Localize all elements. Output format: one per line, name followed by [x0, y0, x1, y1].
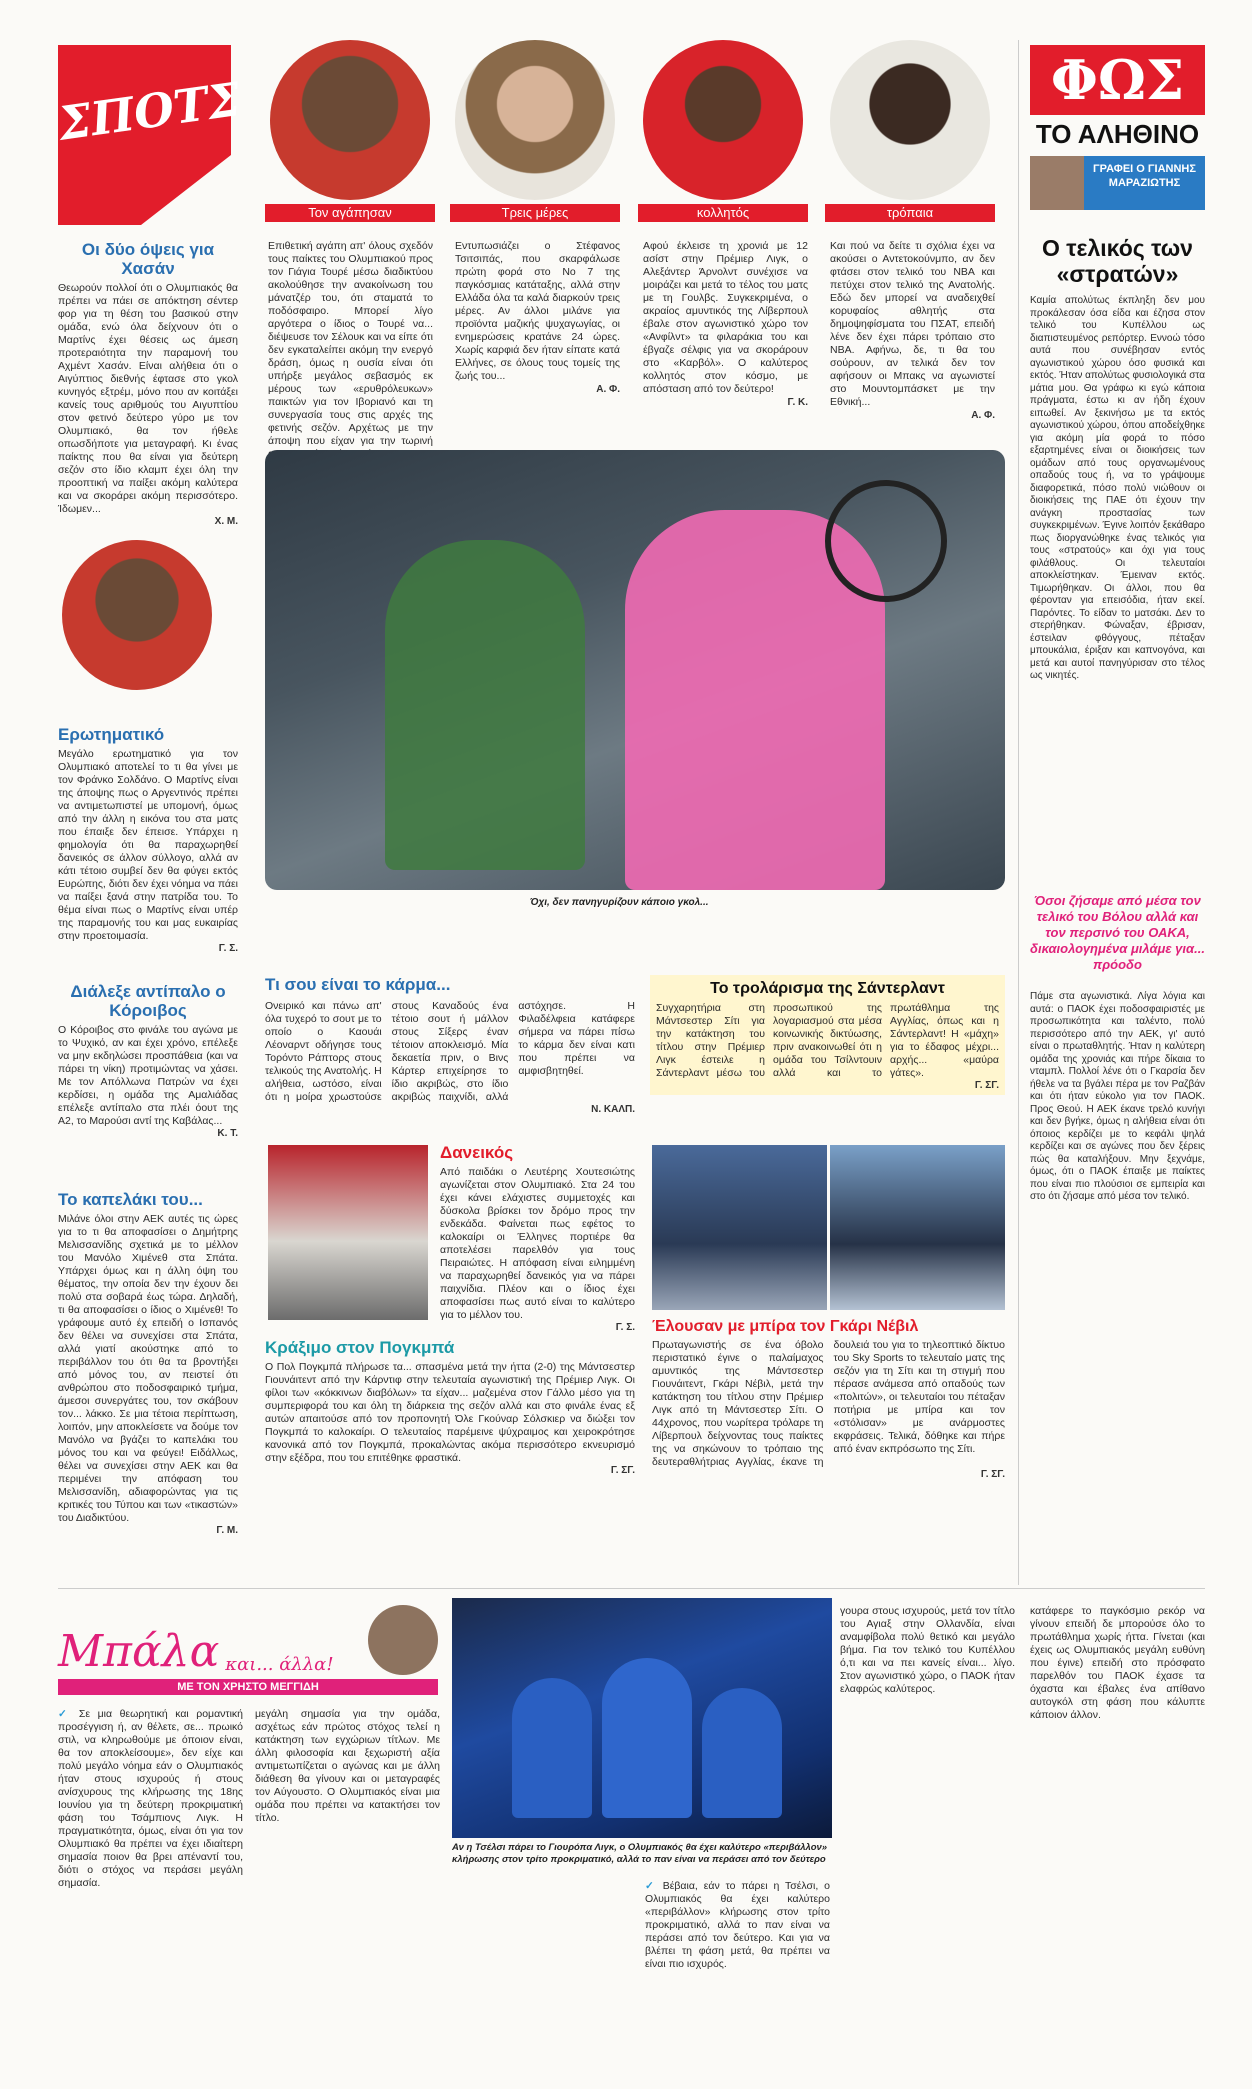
portrait-hassan	[62, 540, 212, 690]
article-daneikos	[440, 1143, 635, 1333]
portrait-card-2	[450, 40, 620, 222]
bottom-col-5: κατάφερε το παγκόσμιο ρεκόρ να γίνουν επειδή δε μπορούσε όλο το πρωτάθλημα χωρίς ήττα. Γίνεται (και έχεις ως Ολυμπιακός μεγάλη ευθύνη που έγινε) επειδή στο πρόσφατο παρελθόν του ΠΑΟΚ έχασε τα όχαστα και έβαλες ένα απίθανο αυτογκόλ στη φάση που κάλυπτε κάποιον άλλον.	[1030, 1605, 1205, 1721]
portrait-card-4	[825, 40, 995, 222]
article-title: Το τρολάρισμα της Σάντερλαντ	[710, 980, 945, 997]
article-signature: Α. Φ.	[596, 384, 620, 395]
article-portrait-1	[268, 240, 433, 474]
article-body: Μεγάλο ερωτηματικό για τον Ολυμπιακό αποτελεί το τι θα γίνει με τον Φράνκο Σολδάνο. Ο Μαρτίνς είναι της άποψης πως ο Αργεντινός πρέπει να αντιμετωπιστεί με υπομονή, όμως από την άλλη η εικόνα του στα ματς που έπαιξε δεν έπεισε. Υπάρχει η φημολογία ότι θα παραχωρηθεί δανεικός σε άλλον σύλλογο, αλλά αν κάτι τέτοιο συμβεί δεν θα φύγει εκτός Ευρώπης, διότι δεν έχει νόημα να πάει να παίξει ξανά στην πατρίδα του. Το θέμα είναι πως ο Μαρτίνς είναι υπέρ της παραμονής του και μας ευκαιρίας στην προετοιμασία.	[58, 748, 238, 942]
photo-caption: Όχι, δεν πανηγυρίζουν κάποιο γκολ...	[530, 897, 709, 908]
article-signature: Γ. Μ.	[216, 1525, 238, 1536]
article-body: Πρωταγωνιστής σε ένα όβολο περιστατικό έγινε ο παλαίμαχος αμυντικός της Μάντσεστερ Γιουνάιτεντ, Γκάρι Νέβιλ, μετά την κατάκτηση του τίτλου στην Πρέμιερ Λιγκ από τη Μάντσεστερ Σίτι. Ο 44χρονος, που νωρίτερα τρόλαρε τη Λίβερπουλ δείχνοντας τους παίκτες της να σηκώνουν το τρόπαιο της δευτεραθλήτριας Αγγλίας, έκανε τη δουλειά του για το τηλεοπτικό δίκτυο του Sky Sports το τελευταίο ματς της σεζόν για τη Σίτι και τη στιγμή που πέρασε ανάμεσα από οπαδούς των «πολιτών», οι τελευταίοι του πέταξαν ποτήρια με μπίρα και τον «στόλισαν» με ανάρμοστες εκφράσεις. Τελικά, δόθηκε και πήρε από έναν εκπρόσωπο της Σίτι.	[652, 1339, 1005, 1468]
article-body: Αφού έκλεισε τη χρονιά με 12 ασίστ στην Πρέμιερ Λιγκ, ο Αλεξάντερ Άρνολντ συνέχισε να μοιράζει και μετά το τέλος του ματς με τη Γουλβς. Συγκεκριμένα, ο ακραίος αμυντικός της Λίβερπουλ έβαλε στον αγωνιστικό χώρο τον «Ανφίλντ» τα φιλαράκια του και έβγαζε σέλφις για να σκοράρουν στο «Καρβόλ». Ο καλύτερος κολλητός στον κόσμο, με απόσταση από τον δεύτερο!	[643, 240, 808, 395]
article-pogkmpa	[265, 1338, 635, 1476]
bottom-byline: ΜΕ ΤΟΝ ΧΡΗΣΤΟ ΜΕΓΓΙΔΗ	[58, 1679, 438, 1695]
article-body: Επιθετική αγάπη απ' όλους σχεδόν τους παίκτες του Ολυμπιακού προς τον Γιάγια Τουρέ μέσω διαδικτύου ακολούθησε την ανακοίνωση του μάνατζέρ του, ότι σταματά το ποδόσφαιρο. Μπορεί λίγο αργότερα ο ίδιος ο Τουρέ να... διέψευσε τον Σέλουκ και να είπε ότι δεν εγκαταλείπει ακόμη την ενεργό δράση, όμως η ουσία είναι ότι υπήρξε μεγάλος σεβασμός εκ μέρους των «ερυθρόλευκων» παικτών για τον Ιβοριανό και τη συνεργασία τους στις αρχές της φετινής σεζόν. Αρχέτως με την άποψη που είχαν για την τωρινή	[268, 240, 433, 447]
article-koroivos	[58, 982, 238, 1139]
section-logo	[55, 45, 244, 225]
portrait-label: τρόπαια	[825, 204, 995, 222]
portrait-antetokounmpo	[830, 40, 990, 200]
article-signature: Γ. ΣΓ.	[610, 1465, 635, 1476]
bottom-title-sub: και... άλλα!	[225, 1654, 334, 1675]
nevil-photo-left	[652, 1145, 827, 1310]
article-title: Έλουσαν με μπίρα τον Γκάρι Νέβιλ	[652, 1318, 919, 1335]
article-portrait-4	[830, 240, 995, 422]
article-body: Καμία απολύτως έκπληξη δεν μου προκάλεσαν όσα είδα και έζησα στον τελικό του Κυπέλλου ως διαπιστευμένος ρεπόρτερ. Εννοώ τόσο αυτά που συνέβησαν εντός αγωνιστικού χώρου όσο φυσικά και εκτός. Ήταν απολύτως φυσιολογικά στα μάτια μου. Θα γράφω κι εγώ κάποια πράγματα, έστω κι αν ήδη έχουν ειπωθεί. Αν ξεκινήσω με τα εκτός αγωνιστικού χώρου, όπου αποδείχθηκε για ακόμη μία φορά το πόσο εξαρτημένες είναι οι διοικήσεις των ομάδων από τους οργανωμένους οπαδούς τους ή, να το γράψουμε διαφορετικά, πόσο πολύ νιώθουν οι διοικήσεις της ΠΑΕ ότι έχουν την ανάγκη προστασίας των συγκεκριμένων. Έγινε λοιπόν ξεκάθαρο πως διοργανώθηκε ένας τελικός για τους «στρατούς» και όχι για τους φιλάθλους. Οι τελευταίοι αποκλείστηκαν. Έμειναν εκτός. Τιμωρήθηκαν. Οι άλλοι, που θα φέρονταν για επεισόδια, ήταν εκεί. Παρόντες. Το είδαν το ματσάκι. Δεν το στερήθηκαν. Φώναξαν, έβρισαν, έστειλαν φθόγγους, πέταξαν μπουκάλια, έριξαν και καπνογόνα, και μετά και αυτοί πανηγύρισαν στο τέλος ως νικητές.	[1030, 295, 1205, 681]
portrait-label: Τον αγάπησαν	[265, 204, 435, 222]
bottom-col-4: γουρα στους ισχυρούς, μετά τον τίτλο του Αγιαξ στην Ολλανδία, είναι αναμφίβολα πολύ θετικό και μεγάλο βήμα. Για τον τελικό του Κυπέλλου ό,τι και να πει κανείς είναι... λίγο. Στον αγωνιστικό χώρο, ο ΠΑΟΚ ήταν ελαφρώς καλύτερος.	[840, 1605, 1015, 1695]
article-signature: Α. Φ.	[971, 410, 995, 421]
portrait-arnold	[643, 40, 803, 200]
player-figure-left	[385, 540, 585, 870]
article-portrait-2	[455, 240, 620, 396]
article-title: Το καπελάκι του...	[58, 1190, 203, 1209]
portrait-card-3	[638, 40, 808, 222]
pull-quote: Όσοι ζήσαμε από μέσα τον τελικό του Βόλου αλλά και τον περσινό του ΟΑΚΑ, δικαιολογημένα μιλάμε για... πρόοδο	[1030, 893, 1205, 972]
portrait-card-1	[265, 40, 435, 222]
article-body: Ονειρικό και πάνω απ' όλα τυχερό το σουτ με το οποίο ο Καουάι Λέοναρντ οδήγησε τους Τορόντο Ράπτορς στους τελικούς της Ανατολής. Η αλήθεια, ωστόσο, είναι ότι η μοίρα χρωστούσε στους Καναδούς ένα τέτοιο σουτ ή μάλλον στους Σίξερς έναν τέτοιον αποκλεισμό. Μία δεκαετία πριν, ο Βινς Κάρτερ επιχείρησε το ίδιο ακριβώς, στο ίδιο ακριβώς παιχνίδι, αλλά αστόχησε. Η Φιλαδέλφεια κατάφερε σήμερα να πάρει πίσω το κάρμα δεν είναι κατι που πρέπει να αμφισβητηθεί.	[265, 1000, 635, 1103]
racket-icon	[825, 480, 947, 602]
check-icon: ✓	[645, 1880, 663, 1892]
photo-caption: Αν η Τσέλσι πάρει το Γιουρόπα Λιγκ, ο Ολυμπιακός θα έχει καλύτερο «περιβάλλον» κλήρωσης στον τρίτο προκριματικό, αλλά το παν είναι να περάσει από τον δεύτερο	[452, 1842, 828, 1865]
article-columnist	[1030, 235, 1205, 1581]
article-hassan	[58, 240, 238, 527]
section-title: ΣΠΟΤΣ	[55, 71, 244, 151]
nevil-photo-right	[830, 1145, 1005, 1310]
column-header	[1030, 45, 1205, 210]
article-title: Κράξιμο στον Πογκμπά	[265, 1338, 455, 1357]
columnist-byline: ΓΡΑΦΕΙ Ο ΓΙΑΝΝΗΣ ΜΑΡΑΖΙΩΤΗΣ	[1084, 156, 1205, 210]
bottom-title-main: Μπάλα	[58, 1626, 220, 1677]
article-signature: Γ. ΣΓ.	[974, 1080, 999, 1091]
check-icon: ✓	[58, 1708, 79, 1720]
bottom-columnist-avatar	[368, 1605, 438, 1675]
article-kapelaki	[58, 1190, 238, 1536]
article-title: Ο τελικός των «στρατών»	[1042, 235, 1193, 287]
bottom-header	[58, 1605, 438, 1695]
article-title: Διάλεξε αντίπαλο ο Κόροιβος	[70, 982, 226, 1020]
bottom-col-2: μεγάλη σημασία για την ομάδα, ασχέτως εάν πρώτος στόχος τελεί η κατάκτηση των εγχώριων τίτλων. Με άλλη φιλοσοφία και ξεχωριστή αξία αντιμετωπίζεται ο αγώνας και με άλλη διάθεση θα γίνουν και οι μεταγραφές τον Αύγουστο. Ο Ολυμπιακός είναι μια ομάδα που πρέπει να κατακτήσει τον τίτλο.	[255, 1708, 440, 1824]
article-trolarisma	[650, 975, 1005, 1095]
bottom-col-1: ✓ Σε μια θεωρητική και ρομαντική προσέγγιση ή, αν θέλετε, σε... πρωικό στιλ, να κληρωθούμε με όποιον είναι, θα τον αποκλείσουμε», δεν είχε και πολύ μεγάλο νόημα εάν ο Ολυμπιακός ήταν στους ισχυρούς ή στους ανίσχυρους της κλήρωσης της 18ης Ιουνίου για τη δεύτερη προκριματική φάση του Τσάμπιονς Λιγκ. Η πραγματικότητα, όμως, είναι ότι για τον Ολυμπιακό θα πρέπει να έχει ιδιαίτερη σημασία ποιον θα βρει απέναντί του, διότι ο στόχος να περάσει μεγάλη σημασία.	[58, 1708, 243, 1889]
article-title: Δανεικός	[440, 1143, 514, 1162]
article-signature: Κ. Τ.	[217, 1128, 238, 1139]
article-signature: Γ. Σ.	[218, 943, 238, 954]
portrait-label: Τρεις μέρες	[450, 204, 620, 222]
article-body: Συγχαρητήρια στη Μάντσεστερ Σίτι για την κατάκτηση του τίτλου στην Πρέμιερ Λιγκ έστειλε η Σάντερλαντ μέσω του προσωπικού της λογαριασμού στα μέσα κοινωνικής δικτύωσης, πριν ανακοινωθεί ότι η ομάδα του Τσίλντουιν αλλά και το πρωτάθλημα της Αγγλίας, όπως και η Σάντερλαντ! Η «μάχη» για το έδαφος μέχρι... αρχής... «μαύρα γάτες».	[656, 1002, 999, 1079]
article-signature: Γ. Σ.	[615, 1322, 635, 1333]
portrait-toure	[270, 40, 430, 200]
columnist-avatar	[1030, 156, 1084, 210]
article-body: Ο Κόροιβος στο φινάλε του αγώνα με το Ψυχικό, αν και έχει χρόνο, επέλεξε να μην εκδηλώσει προσπάθεια (και να πάρει τη νίκη) προτιμώντας να χάσει. Με τον Απόλλωνα Πατρών να έχει κερδίσει, η ομάδα της Αμαλιάδας επέλεξε αντίπαλο στα πλέι όουτ της Α2, το Μαρούσι αντί της Καβάλας...	[58, 1024, 238, 1127]
article-title: Ερωτηματικό	[58, 725, 165, 744]
article-karma	[265, 975, 635, 1115]
article-title: Τι σου είναι το κάρμα...	[265, 975, 451, 994]
article-body: Ο Πολ Πογκμπά πλήρωσε τα... σπασμένα μετά την ήττα (2-0) της Μάντσεστερ Γιουνάιτεντ από την Κάρντιφ στην τελευταία αγωνιστική της Πρέμιερ Λιγκ. Οι φίλοι των «κόκκινων διαβόλων» τα είχαν... μαζεμένα στον Γάλλο μέσο για τη συμπεριφορά του και όλη τη διάρκεια της σεζόν αλλά και στο φινάλε ένας εξ αυτών απαιτούσε από τον προπονητή Όλε Γκούναρ Σόλσκιερ να διώξει τον Πογκμπά το καλοκαίρι. Ο τελευταίος παρέμεινε ψύχραιμος και χειροκρότησε κανονικά από τον Πογκμπά, προκαλώντας ακόμα περισσότερο εκνευρισμό στην εξέδρα, που του επιτέθηκε φραστικά.	[265, 1361, 635, 1464]
article-title: Οι δύο όψεις για Χασάν	[81, 240, 215, 278]
article-body: Και πού να δείτε τι σχόλια έχει να ακούσει ο Αντετοκούνμπο, αν δεν φτάσει στον τελικό του NBA και πετύχει στον τελικό της Ανατολής. Εδώ δεν μπορεί να αναδειχθεί κορυφαίος αθλητής στα δημοψηφίσματα του ΠΣΑΤ, επειδή λένε δεν έχει πάρει τρόπαιο στο NBA. Αφήνω, δε, τι θα του σούρουν, αν τελικά δεν τον αφήσουν οι Μπακς να αγωνιστεί στο Μουντομπάσκετ με την Εθνική...	[830, 240, 995, 408]
article-body: Μιλάνε όλοι στην ΑΕΚ αυτές τις ώρες για το τι θα αποφασίσει ο Δημήτρης Μελισσανίδης σχετικά με το μέλλον του Μανόλο Χιμένεθ στα Σπάτα. Υπάρχει όμως και η άλλη όψη του θέματος, την οποία δεν την έχουν δει πολύ στα σοβαρά έως τώρα. Δηλαδή, τι θα αποφασίσει ο ίδιος ο Χιμένεθ! Το γράφουμε αυτό έχ επειδή ο Ισπανός δεν θέλει να συνεχίσει στα Σπάτα, αλλά γιατί ακούστηκε από το περιβάλλον του ότι θα τα βροντήξει από μόνος του, αν πειστεί ότι ανθρώπου στο ποδοσφαιρικό τμήμα, άμεσοι συνεργάτες του, τον σκάβουν τον... λάκκο. Σε μια τέτοια περίπτωση, λοιπόν, μην αποκλείσετε να δούμε τον Μανόλο να βγάζει το καπελάκι του μόνος του και να φεύγει! Ειδάλλως, θέλει να συνεχίσει στην ΑΕΚ και θα περιμένει την απόφαση του Μελισσανίδη, αδιαφορώντας για τις κριτικές του Τύπου και των «τικαστών» του Διαδικτύου.	[58, 1213, 238, 1524]
article-signature: Γ. ΣΓ.	[980, 1469, 1005, 1480]
portrait-label: κολλητός	[638, 204, 808, 222]
portrait-tsitsipas	[455, 40, 615, 200]
article-signature: Γ. Κ.	[787, 397, 808, 408]
tennis-photo	[265, 450, 1005, 890]
houtesiotis-photo	[268, 1145, 428, 1320]
article-body-2: Πάμε στα αγωνιστικά. Λίγα λόγια και αυτά: ο ΠΑΟΚ έχει ποδοσφαιριστές με προσωπικότητα και ταλέντο, πολύ περισσότερο από την ΑΕΚ, γι' αυτό είναι ο πρωταθλητής. Ήταν η καλύτερη ομάδα της χρονιάς και πήρε δίκαια το νταμπλ. Πολλοί λένε ότι ο Γκαρσία δεν ήθελε να τα βγάλει πέρα με τον Ραζβάν και ότι ήταν εύκολο για τον ΠΑΟΚ. Προς Θεού. Η ΑΕΚ έκανε τρελό κυνήγι και δεν βγήκε, όμως η αλήθεια είναι ότι όποιος κερδίζει με το κεφάλι ψηλά κερδίζει και σε αγώνες που δεν ξέρεις πώς θα καταλήξουν. Μην ξεχνάμε, όμως, ότι ο ΠΑΟΚ έπαιξε με παίκτες που είναι πιο πλούσιοι σε εμπειρία και στο ότι ζήσαμε από μέσα τον τελικό.	[1030, 991, 1205, 1202]
column-title: ΦΩΣ	[1030, 45, 1205, 115]
article-erotimatiko	[58, 725, 238, 954]
article-body: Θεωρούν πολλοί ότι ο Ολυμπιακός θα πρέπει να πάει σε απόκτηση σέντερ φορ για τη θέση του βασικού στην ομάδα, ενώ όλα δείχνουν ότι ο Μαρτίνς έχει θέσεις ως άμεση προτεραιότητα την παραμονή του Αχμέντ Χασάν. Είναι αλήθεια ότι ο Αιγύπτιος διεθνής έφτασε στο γκολ κυνηγός εξτρέμ, μόνο που αν κοιτάξει κανείς τους αριθμούς του Αιγυπτίου στον φετινό δεύτερο γύρο με τον Ολυμπιακό, θα τον ήθελε οπωσδήποτε για μεταγραφή. Κι ένας παίκτης που θα είναι για δεύτερη σεζόν στο ίδιο κλαμπ έχει όλη την προοπτική να παίξει ακόμη καλύτερα και να σκοράρει ακόμη περισσότερο. Ίδωμεν...	[58, 282, 238, 515]
article-signature: Ν. ΚΑΛΠ.	[591, 1104, 635, 1115]
article-portrait-3	[643, 240, 808, 409]
article-body: Εντυπωσιάζει ο Στέφανος Τσιτσιπάς, που σκαρφάλωσε πρώτη φορά στο Νο 7 της παγκόσμιας κατάταξης, αλλά στην Ελλάδα όλα τα καλά διαρκούν τρεις μέρες. Αν άλλοι μιλάνε για προϊόντα μαζικής ψυχαγωγίας, οι ενημερώσεις κρατάνε 24 ώρες. Χωρίς καρφιά δεν ήταν είπατε κατά Ελλήνες, σε όλους τους τομείς της ζωής του...	[455, 240, 620, 382]
article-nevil	[652, 1318, 1005, 1480]
article-signature: Χ. Μ.	[214, 516, 238, 527]
bottom-col-3: ✓ Βέβαια, εάν το πάρει η Τσέλσι, ο Ολυμπιακός θα έχει καλύτερο «περιβάλλον» κλήρωσης στον τρίτο προκριματικό, αλλά το παν είναι να περάσει από τον δεύτερο. Και για να βλέπει τη φάση μετά, θα πρέπει να είναι πιο ισχυρός.	[645, 1880, 830, 1970]
article-body: Από παιδάκι ο Λευτέρης Χουτεσιώτης αγωνίζεται στον Ολυμπιακό. Στα 24 του έχει κάνει ελάχιστες συμμετοχές και δύσκολα βρίσκει τον δρόμο προς την ενδεκάδα. Φαίνεται πως εφέτος το καλοκαίρι οι Έλληνες πορτιέρε θα αποτελέσει παρελθόν για τους Πειραιώτες. Η απόφαση είναι ειλημμένη να παραχωρηθεί δανεικός για να πάρει παιχνίδια. Πλέον και ο ίδιος έχει αποφασίσει πως αυτό είναι το καλύτερο για το μέλλον του.	[440, 1166, 635, 1321]
chelsea-photo	[452, 1598, 832, 1838]
column-subtitle: ΤΟ ΑΛΗΘΙΝΟ	[1035, 119, 1200, 149]
